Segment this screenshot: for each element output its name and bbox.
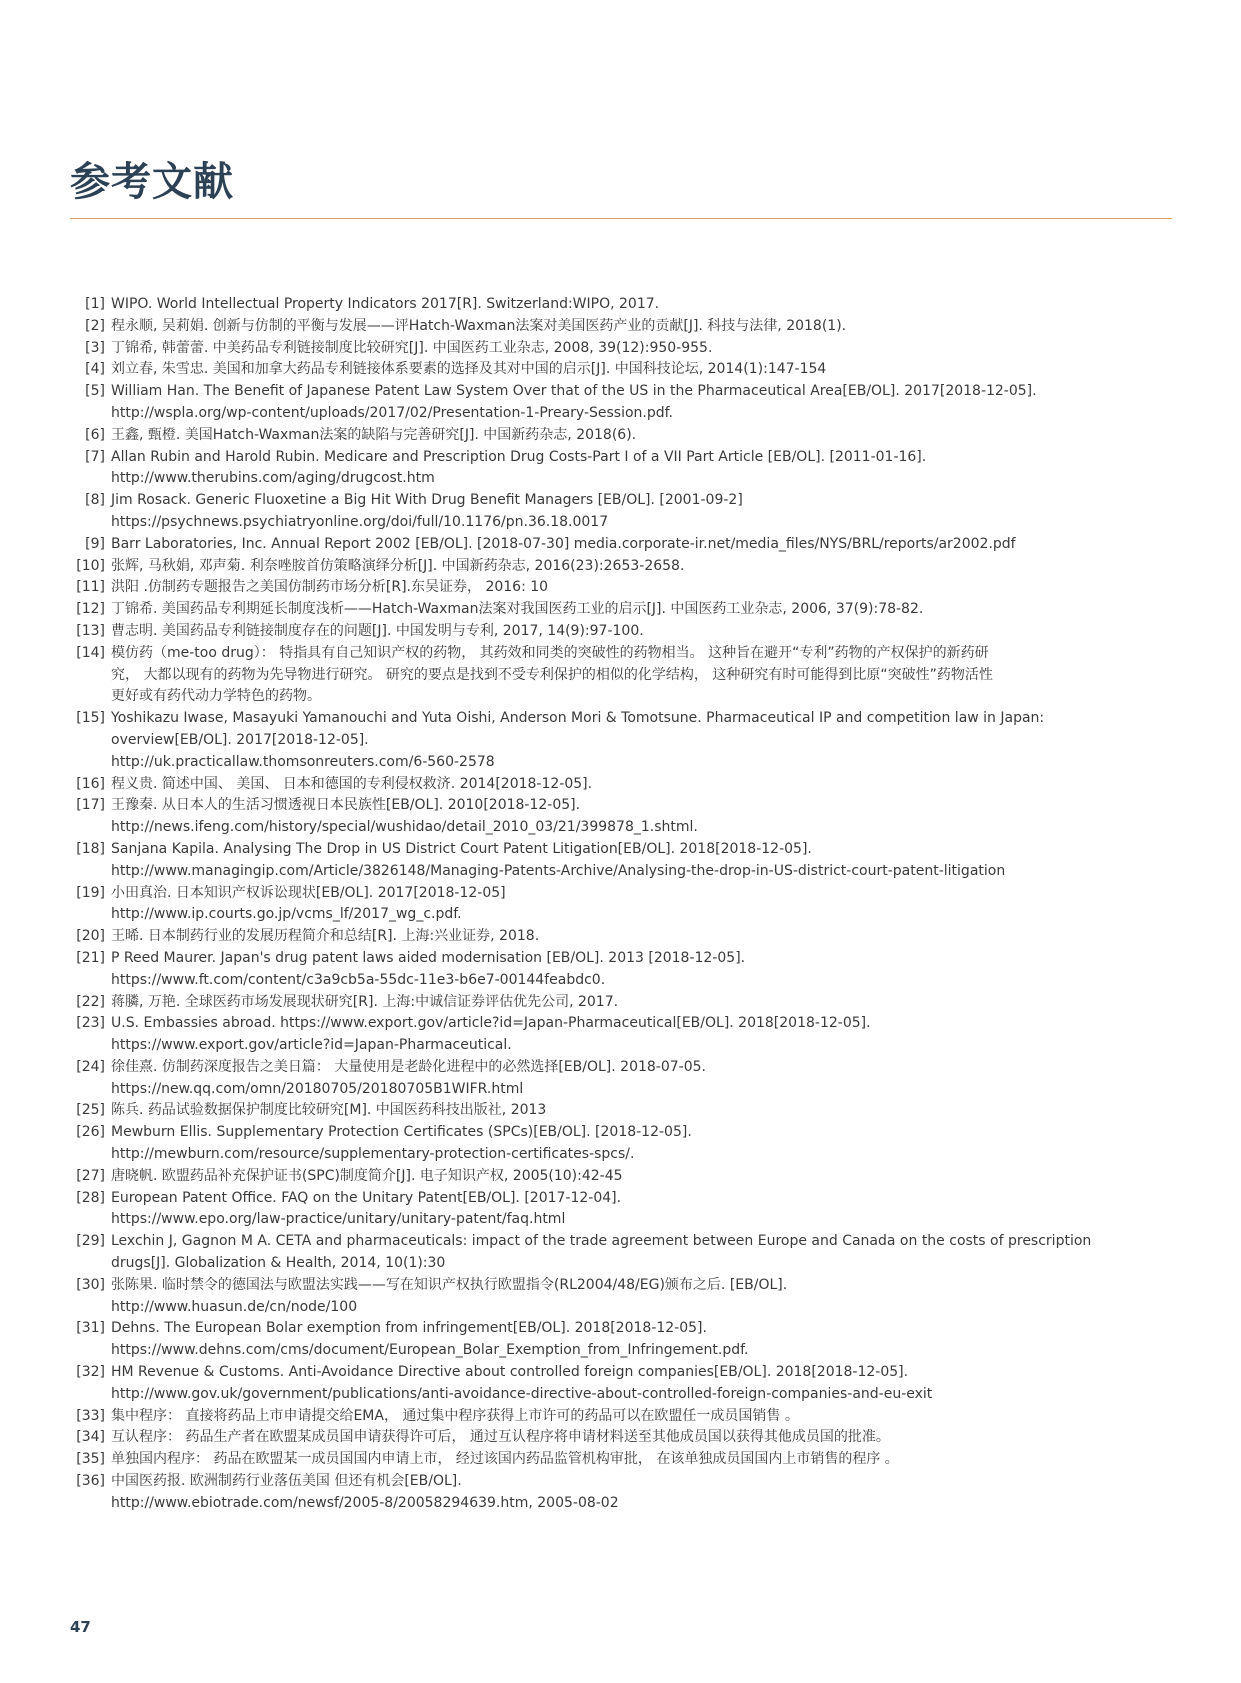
reference-line: HM Revenue & Customs. Anti-Avoidance Directive about controlled foreign companies[EB/OL]. 2018[2018-12-05]. <box>111 1364 909 1381</box>
reference-line: http://wspla.org/wp-content/uploads/2017/02/Presentation-1-Preary-Session.pdf. <box>111 404 674 421</box>
reference-line: Lexchin J, Gagnon M A. CETA and pharmaceuticals: impact of the trade agreement between Europe and Canada on the costs of prescription <box>111 1233 1092 1250</box>
reference-item <box>66 490 1172 534</box>
reference-text <box>111 447 1172 491</box>
reference-line: Sanjana Kapila. Analysing The Drop in US District Court Patent Litigation[EB/OL]. 2018[2018-12-05]. <box>111 840 812 857</box>
reference-text <box>111 926 1172 948</box>
reference-text <box>111 1188 1172 1232</box>
reference-item <box>66 534 1172 556</box>
reference-number: [20] <box>76 928 105 945</box>
reference-number: [5] <box>85 383 105 400</box>
reference-number: [13] <box>76 622 105 639</box>
reference-line: https://www.export.gov/article?id=Japan-Pharmaceutical. <box>111 1037 512 1054</box>
reference-line: http://www.managingip.com/Article/3826148/Managing-Patents-Archive/Analysing-the-drop-in-US-district-court-patent-litigation <box>111 862 1006 879</box>
reference-line: 张辉, 马秋娟, 邓声菊. 利奈唑胺首仿策略演绎分析[J]. 中国新药杂志, 2016(23):2653-2658. <box>111 557 685 574</box>
reference-text <box>111 599 1172 621</box>
reference-text <box>111 948 1172 992</box>
reference-line: Mewburn Ellis. Supplementary Protection Certificates (SPCs)[EB/OL]. [2018-12-05]. <box>111 1124 692 1141</box>
reference-number: [24] <box>76 1058 105 1075</box>
reference-line: http://news.ifeng.com/history/special/wushidao/detail_2010_03/21/399878_1.shtml. <box>111 819 698 836</box>
page-title: 参考文献 <box>70 159 234 205</box>
reference-line: http://www.gov.uk/government/publications/anti-avoidance-directive-about-controlled-foreign-companies-and-eu-exit <box>111 1385 933 1402</box>
reference-line: https://www.epo.org/law-practice/unitary/unitary-patent/faq.html <box>111 1211 566 1228</box>
reference-item <box>66 1057 1172 1101</box>
reference-number: [11] <box>76 579 105 596</box>
reference-text <box>111 294 1172 316</box>
reference-number: [32] <box>76 1364 105 1381</box>
reference-text <box>111 1122 1172 1166</box>
reference-text <box>111 1231 1172 1275</box>
reference-text <box>111 316 1172 338</box>
reference-item <box>66 1406 1172 1428</box>
reference-line: http://mewburn.com/resource/supplementary-protection-certificates-spcs/. <box>111 1146 635 1163</box>
reference-line: Jim Rosack. Generic Fluoxetine a Big Hit With Drug Benefit Managers [EB/OL]. [2001-09-2] <box>111 492 743 509</box>
reference-line: 王晞. 日本制药行业的发展历程简介和总结[R]. 上海:兴业证券, 2018. <box>111 928 540 945</box>
reference-line: 刘立春, 朱雪忠. 美国和加拿大药品专利链接体系要素的选择及其对中国的启示[J]. 中国科技论坛, 2014(1):147-154 <box>111 361 827 378</box>
reference-number: [12] <box>76 601 105 618</box>
reference-item <box>66 839 1172 883</box>
reference-item <box>66 1449 1172 1471</box>
reference-line: 丁锦希, 韩蕾蕾. 中美药品专利链接制度比较研究[J]. 中国医药工业杂志, 2008, 39(12):950-955. <box>111 339 713 356</box>
reference-item <box>66 1362 1172 1406</box>
reference-item <box>66 774 1172 796</box>
reference-line: 互认程序： 药品生产者在欧盟某成员国申请获得许可后， 通过互认程序将申请材料送至其他成员国以获得其他成员国的批准。 <box>111 1429 890 1446</box>
reference-number: [29] <box>76 1233 105 1250</box>
reference-number: [36] <box>76 1473 105 1490</box>
reference-number: [22] <box>76 993 105 1010</box>
reference-item <box>66 1231 1172 1275</box>
reference-item <box>66 795 1172 839</box>
reference-text <box>111 1427 1172 1449</box>
reference-line: Yoshikazu Iwase, Masayuki Yamanouchi and Yuta Oishi, Anderson Mori & Tomotsune. Pharmaceutical IP and competition law in Japan: <box>111 710 1045 727</box>
reference-line: Allan Rubin and Harold Rubin. Medicare and Prescription Drug Costs-Part I of a VII Part Article [EB/OL]. [2011-01-16]. <box>111 448 927 465</box>
reference-text <box>111 992 1172 1014</box>
reference-text <box>111 381 1172 425</box>
reference-number: [8] <box>85 492 105 509</box>
reference-line: http://www.ebiotrade.com/newsf/2005-8/20058294639.htm, 2005-08-02 <box>111 1494 619 1511</box>
reference-item <box>66 359 1172 381</box>
reference-line: overview[EB/OL]. 2017[2018-12-05]. <box>111 731 369 748</box>
reference-text <box>111 774 1172 796</box>
reference-line: WIPO. World Intellectual Property Indicators 2017[R]. Switzerland:WIPO, 2017. <box>111 296 660 312</box>
reference-line: https://new.qq.com/omn/20180705/20180705B1WIFR.html <box>111 1080 524 1097</box>
reference-line: 张陈果. 临时禁令的德国法与欧盟法实践——写在知识产权执行欧盟指令(RL2004/48/EG)颁布之后. [EB/OL]. <box>111 1276 788 1293</box>
reference-line: 更好或有药代动力学特色的药物。 <box>111 688 321 705</box>
reference-item <box>66 621 1172 643</box>
reference-number: [1] <box>85 296 105 312</box>
reference-item <box>66 1318 1172 1362</box>
reference-text <box>111 534 1172 556</box>
reference-line: 模仿药（me-too drug）： 特指具有自己知识产权的药物， 其药效和同类的突破性的药物相当。 这种旨在避开“专利”药物的产权保护的新药研 <box>111 644 989 661</box>
reference-line: http://www.therubins.com/aging/drugcost.htm <box>111 470 435 487</box>
reference-line: 蒋膦, 万艳. 全球医药市场发展现状研究[R]. 上海:中诚信证券评估优先公司, 2017. <box>111 993 619 1010</box>
reference-text <box>111 708 1172 773</box>
reference-text <box>111 883 1172 927</box>
reference-line: 中国医药报. 欧洲制药行业落伍美国 但还有机会[EB/OL]. <box>111 1473 462 1490</box>
reference-text <box>111 1449 1172 1471</box>
reference-line: Dehns. The European Bolar exemption from infringement[EB/OL]. 2018[2018-12-05]. <box>111 1320 707 1337</box>
reference-text <box>111 577 1172 599</box>
reference-item <box>66 338 1172 360</box>
reference-line: drugs[J]. Globalization & Health, 2014, 10(1):30 <box>111 1255 446 1272</box>
reference-item <box>66 643 1172 708</box>
reference-line: 集中程序： 直接将药品上市申请提交给EMA， 通过集中程序获得上市许可的药品可以在欧盟任一成员国销售 。 <box>111 1407 799 1424</box>
reference-line: William Han. The Benefit of Japanese Patent Law System Over that of the US in the Pharmaceutical Area[EB/OL]. 2017[2018-12-05]. <box>111 383 1037 400</box>
reference-number: [10] <box>76 557 105 574</box>
reference-line: 程义贵. 简述中国、 美国、 日本和德国的专利侵权救济. 2014[2018-12-05]. <box>111 775 593 792</box>
reference-number: [28] <box>76 1189 105 1206</box>
reference-item <box>66 1100 1172 1122</box>
reference-item <box>66 381 1172 425</box>
reference-number: [27] <box>76 1167 105 1184</box>
reference-number: [3] <box>85 339 105 356</box>
reference-text <box>111 1318 1172 1362</box>
reference-text <box>111 839 1172 883</box>
reference-text <box>111 1362 1172 1406</box>
reference-number: [18] <box>76 840 105 857</box>
reference-text <box>111 1406 1172 1428</box>
reference-text <box>111 338 1172 360</box>
reference-number: [7] <box>85 448 105 465</box>
reference-item <box>66 556 1172 578</box>
reference-number: [33] <box>76 1407 105 1424</box>
reference-item <box>66 425 1172 447</box>
reference-number: [31] <box>76 1320 105 1337</box>
reference-text <box>111 643 1172 708</box>
reference-number: [19] <box>76 884 105 901</box>
reference-line: http://www.huasun.de/cn/node/100 <box>111 1298 358 1315</box>
reference-line: 唐晓帆. 欧盟药品补充保护证书(SPC)制度简介[J]. 电子知识产权, 2005(10):42-45 <box>111 1167 623 1184</box>
reference-number: [34] <box>76 1429 105 1446</box>
reference-item <box>66 1166 1172 1188</box>
reference-line: 王豫秦. 从日本人的生活习惯透视日本民族性[EB/OL]. 2010[2018-12-05]. <box>111 797 581 814</box>
reference-line: https://www.dehns.com/cms/document/European_Bolar_Exemption_from_Infringement.pdf. <box>111 1342 749 1359</box>
reference-item <box>66 1471 1172 1515</box>
reference-text <box>111 795 1172 839</box>
reference-number: [16] <box>76 775 105 792</box>
reference-number: [6] <box>85 426 105 443</box>
reference-item <box>66 948 1172 992</box>
reference-line: https://www.ft.com/content/c3a9cb5a-55dc-11e3-b6e7-00144feabdc0. <box>111 971 606 988</box>
reference-text <box>111 556 1172 578</box>
reference-item <box>66 708 1172 773</box>
reference-number: [4] <box>85 361 105 378</box>
reference-item <box>66 1013 1172 1057</box>
reference-line: European Patent Office. FAQ on the Unitary Patent[EB/OL]. [2017-12-04]. <box>111 1189 622 1206</box>
reference-text <box>111 1275 1172 1319</box>
reference-number: [25] <box>76 1102 105 1119</box>
reference-number: [9] <box>85 535 105 552</box>
reference-line: https://psychnews.psychiatryonline.org/doi/full/10.1176/pn.36.18.0017 <box>111 513 609 530</box>
reference-line: Barr Laboratories, Inc. Annual Report 2002 [EB/OL]. [2018-07-30] media.corporate-ir.net/media_files/NYS/BRL/reports/ar2002.pdf <box>111 535 1016 552</box>
reference-item <box>66 926 1172 948</box>
reference-item <box>66 316 1172 338</box>
reference-line: P Reed Maurer. Japan's drug patent laws aided modernisation [EB/OL]. 2013 [2018-12-05]. <box>111 949 746 966</box>
reference-text <box>111 1013 1172 1057</box>
reference-line: 洪阳 .仿制药专题报告之美国仿制药市场分析[R].东吴证券， 2016: 10 <box>111 579 549 596</box>
reference-line: 究， 大都以现有的药物为先导物进行研究。 研究的要点是找到不受专利保护的相似的化学结构， 这种研究有时可能得到比原“突破性”药物活性 <box>111 666 993 683</box>
title-divider <box>70 218 1172 219</box>
reference-list <box>66 294 1172 1515</box>
reference-item <box>66 447 1172 491</box>
reference-item <box>66 1275 1172 1319</box>
reference-line: http://www.ip.courts.go.jp/vcms_lf/2017_wg_c.pdf. <box>111 906 462 923</box>
reference-number: [30] <box>76 1276 105 1293</box>
reference-number: [15] <box>76 710 105 727</box>
reference-text <box>111 359 1172 381</box>
reference-item <box>66 294 1172 316</box>
reference-number: [23] <box>76 1015 105 1032</box>
reference-line: 陈兵. 药品试验数据保护制度比较研究[M]. 中国医药科技出版社, 2013 <box>111 1102 547 1119</box>
reference-number: [21] <box>76 949 105 966</box>
reference-number: [26] <box>76 1124 105 1141</box>
reference-line: 程永顺, 吴莉娟. 创新与仿制的平衡与发展——评Hatch-Waxman法案对美国医药产业的贡献[J]. 科技与法律, 2018(1). <box>111 317 847 334</box>
reference-number: [35] <box>76 1451 105 1468</box>
reference-item <box>66 992 1172 1014</box>
reference-item <box>66 883 1172 927</box>
reference-number: [17] <box>76 797 105 814</box>
reference-item <box>66 577 1172 599</box>
reference-line: 徐佳熹. 仿制药深度报告之美日篇： 大量使用是老龄化进程中的必然选择[EB/OL]. 2018-07-05. <box>111 1058 706 1075</box>
page-number: 47 <box>70 1618 91 1636</box>
reference-text <box>111 425 1172 447</box>
reference-text <box>111 1166 1172 1188</box>
reference-item <box>66 599 1172 621</box>
reference-text <box>111 1100 1172 1122</box>
reference-line: 小田真治. 日本知识产权诉讼现状[EB/OL]. 2017[2018-12-05] <box>111 884 506 901</box>
reference-text <box>111 1471 1172 1515</box>
reference-line: http://uk.practicallaw.thomsonreuters.com/6-560-2578 <box>111 753 495 770</box>
reference-text <box>111 490 1172 534</box>
reference-line: U.S. Embassies abroad. https://www.export.gov/article?id=Japan-Pharmaceutical[EB/OL]. 2018[2018-12-05]. <box>111 1015 871 1032</box>
reference-item <box>66 1122 1172 1166</box>
reference-number: [2] <box>85 317 105 334</box>
reference-item <box>66 1427 1172 1449</box>
reference-item <box>66 1188 1172 1232</box>
reference-number: [14] <box>76 644 105 661</box>
reference-line: 曹志明. 美国药品专利链接制度存在的问题[J]. 中国发明与专利, 2017, 14(9):97-100. <box>111 622 644 639</box>
reference-line: 丁锦希. 美国药品专利期延长制度浅析——Hatch-Waxman法案对我国医药工业的启示[J]. 中国医药工业杂志, 2006, 37(9):78-82. <box>111 601 924 618</box>
reference-text <box>111 621 1172 643</box>
reference-line: 王鑫, 甄橙. 美国Hatch-Waxman法案的缺陷与完善研究[J]. 中国新药杂志, 2018(6). <box>111 426 637 443</box>
reference-text <box>111 1057 1172 1101</box>
reference-line: 单独国内程序： 药品在欧盟某一成员国国内申请上市， 经过该国内药品监管机构审批， 在该单独成员国国内上市销售的程序 。 <box>111 1451 899 1468</box>
